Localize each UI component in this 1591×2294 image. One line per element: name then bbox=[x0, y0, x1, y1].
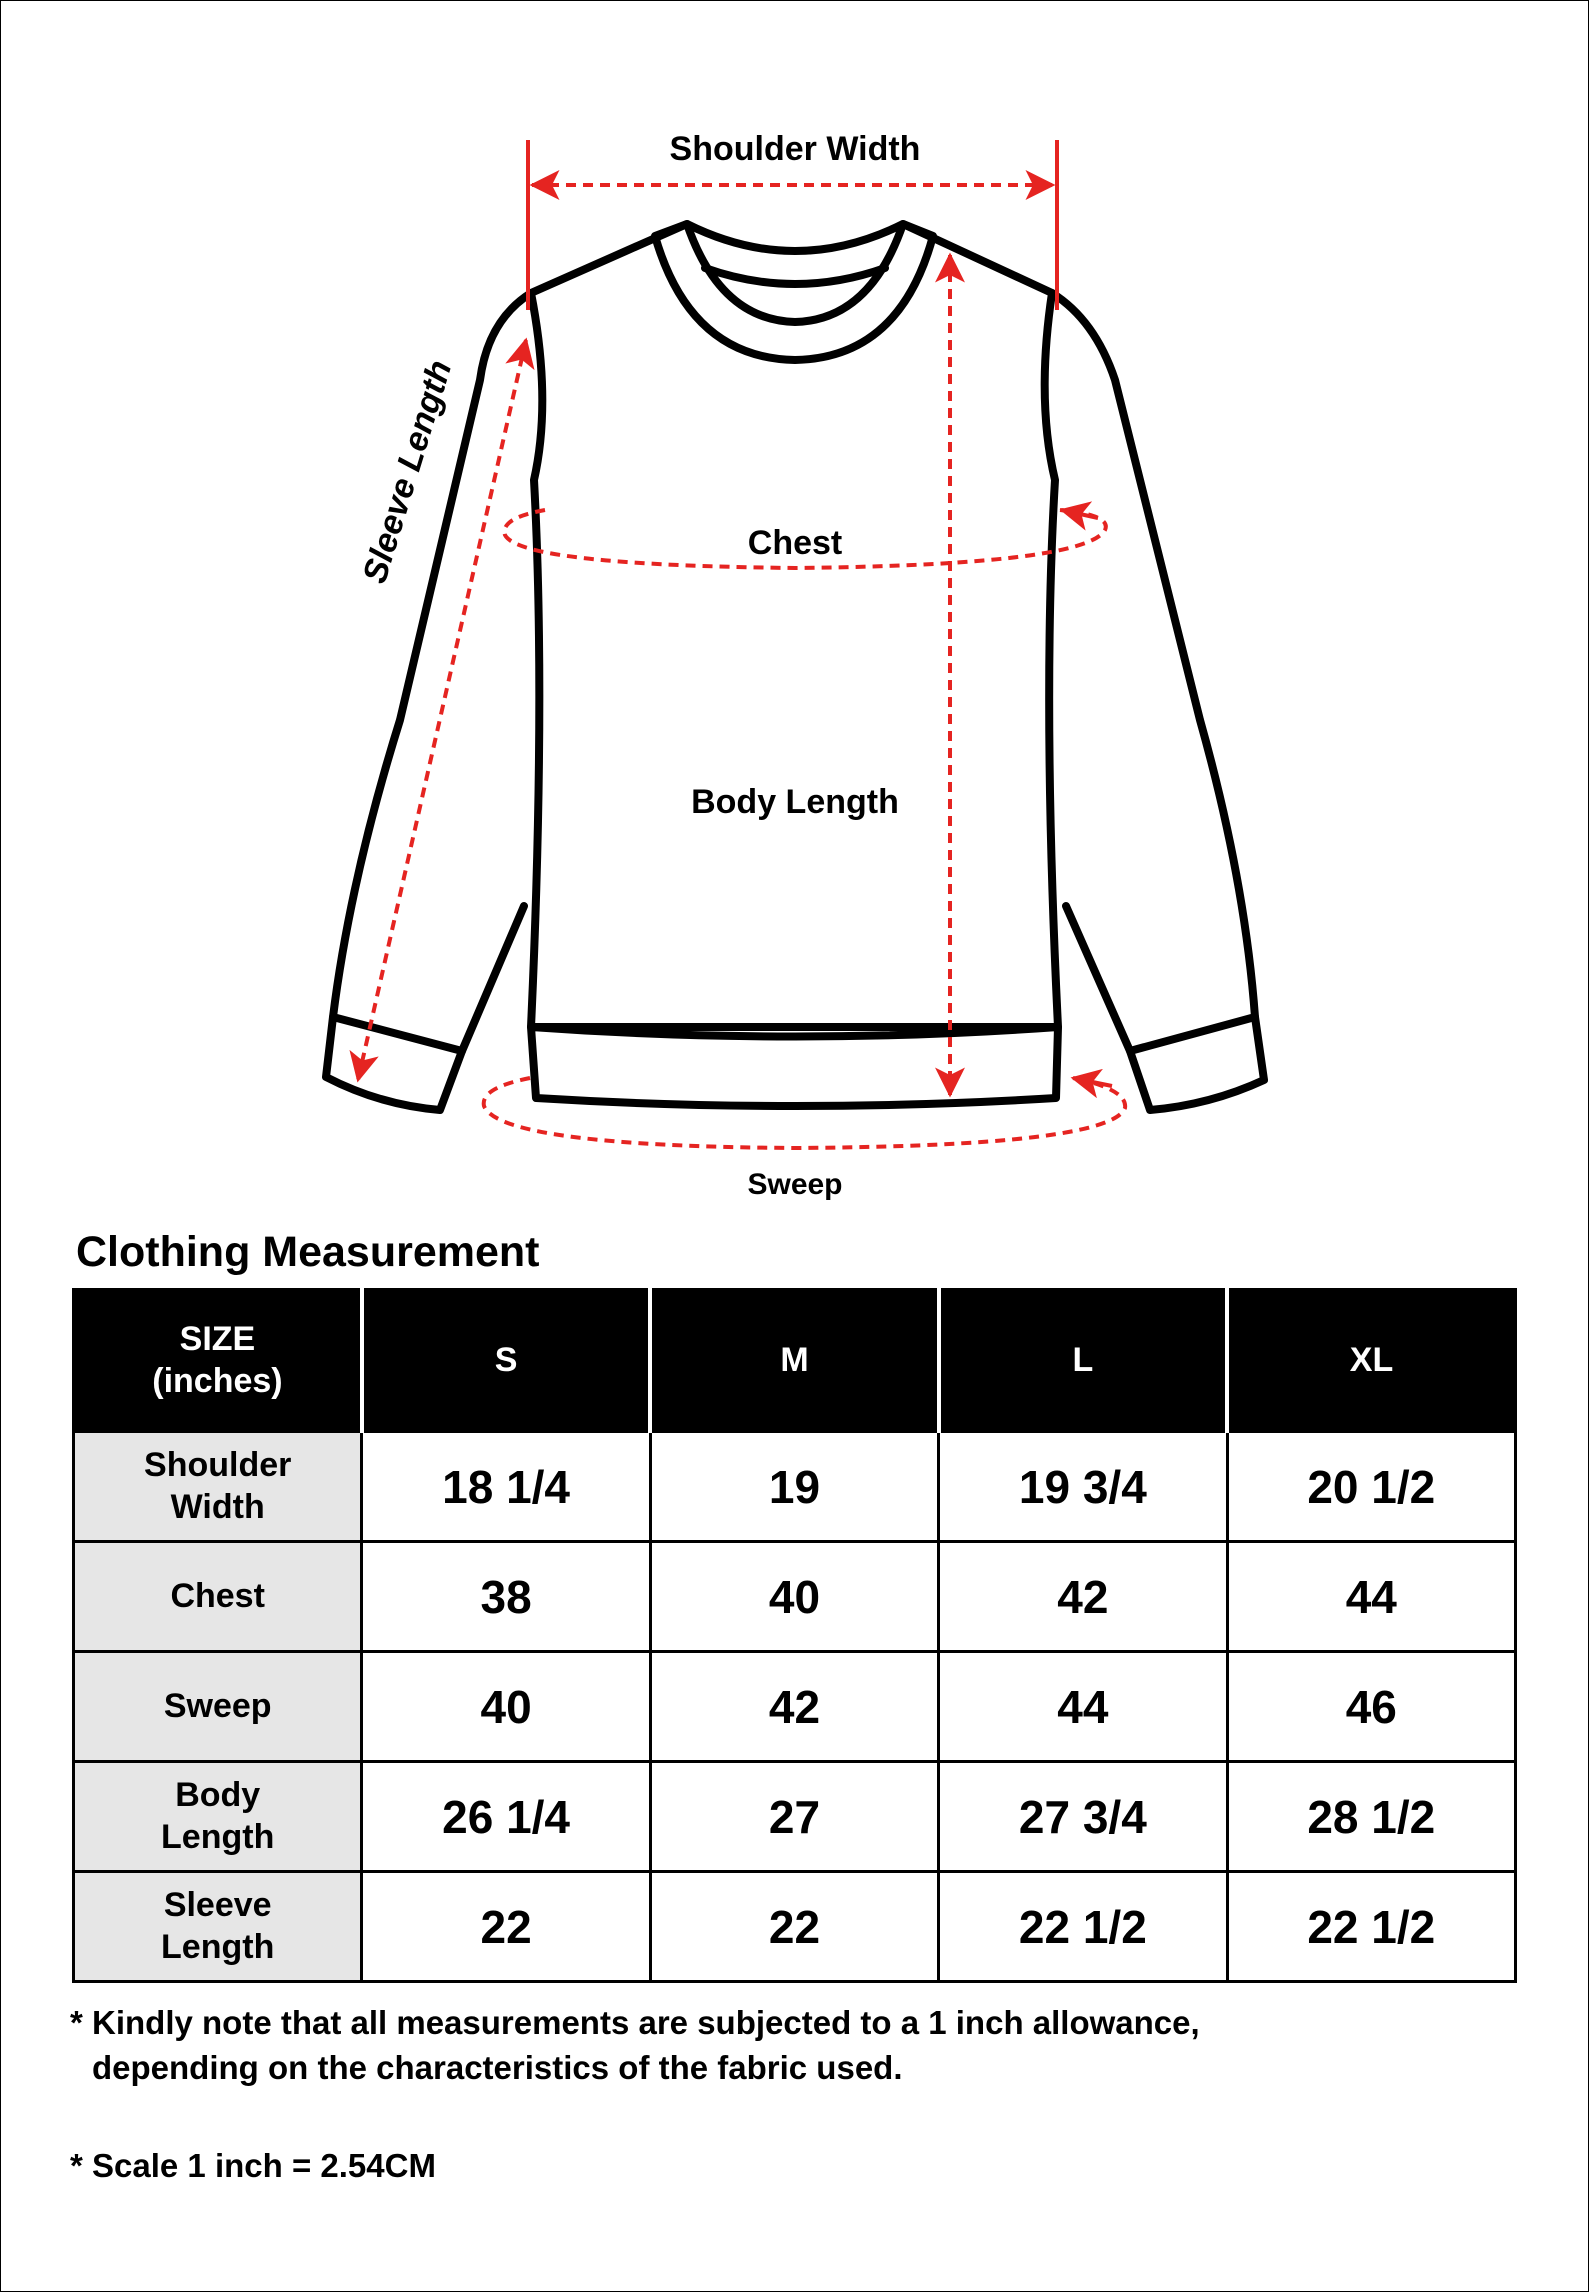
sweep-arrow-head bbox=[1073, 1078, 1112, 1086]
row-label-line1: Chest bbox=[170, 1576, 265, 1615]
row-label-line1: Body bbox=[175, 1776, 261, 1815]
sweatshirt-collar bbox=[655, 224, 933, 360]
row-label bbox=[74, 1432, 362, 1542]
shoulder-width-label: Shoulder Width bbox=[669, 130, 921, 168]
table-cell: 40 bbox=[362, 1652, 650, 1762]
chest-label: Chest bbox=[747, 524, 843, 562]
size-unit-header bbox=[74, 1290, 362, 1432]
size-chart-table bbox=[72, 1288, 1517, 1983]
row-label-line2: Length bbox=[161, 1927, 275, 1966]
size-header-line1: SIZE bbox=[179, 1320, 256, 1359]
row-label-line1: Sleeve bbox=[163, 1886, 272, 1925]
table-cell: 22 1/2 bbox=[939, 1872, 1227, 1982]
sweep-loop bbox=[484, 1078, 1125, 1148]
size-header-line2: (inches) bbox=[152, 1361, 283, 1400]
table-cell: 42 bbox=[650, 1652, 938, 1762]
size-header-l: L bbox=[939, 1290, 1227, 1432]
row-label bbox=[74, 1542, 362, 1652]
table-title: Clothing Measurement bbox=[76, 1228, 540, 1276]
table-cell: 19 bbox=[650, 1432, 938, 1542]
table-row-shoulder-width bbox=[74, 1432, 1516, 1542]
table-cell: 26 1/4 bbox=[362, 1762, 650, 1872]
table-row-chest bbox=[74, 1542, 1516, 1652]
sleeve-length-label: Sleeve Length bbox=[355, 356, 460, 588]
row-label-line1: Shoulder bbox=[144, 1446, 292, 1485]
table-row-sweep bbox=[74, 1652, 1516, 1762]
row-label bbox=[74, 1872, 362, 1982]
table-cell: 20 1/2 bbox=[1227, 1432, 1515, 1542]
body-length-label: Body Length bbox=[691, 783, 899, 821]
size-header-m: M bbox=[650, 1290, 938, 1432]
row-label-line1: Sweep bbox=[163, 1686, 272, 1725]
table-cell: 40 bbox=[650, 1542, 938, 1652]
table-cell: 22 bbox=[362, 1872, 650, 1982]
table-header-row bbox=[74, 1290, 1516, 1432]
table-row-body-length bbox=[74, 1762, 1516, 1872]
sweep-label: Sweep bbox=[747, 1168, 843, 1201]
scale-note: * Scale 1 inch = 2.54CM bbox=[70, 2147, 436, 2184]
table-cell: 28 1/2 bbox=[1227, 1762, 1515, 1872]
table-cell: 44 bbox=[939, 1652, 1227, 1762]
table-cell: 42 bbox=[939, 1542, 1227, 1652]
row-label bbox=[74, 1652, 362, 1762]
table-cell: 22 1/2 bbox=[1227, 1872, 1515, 1982]
allowance-note bbox=[70, 2000, 1200, 2090]
row-label-line2: Width bbox=[170, 1487, 265, 1526]
sweatshirt-hem-band bbox=[531, 1027, 1058, 1106]
table-cell: 46 bbox=[1227, 1652, 1515, 1762]
sweatshirt-body-outline bbox=[531, 224, 1058, 1027]
sweatshirt-right-sleeve bbox=[1052, 293, 1255, 1051]
sweatshirt-icon bbox=[326, 224, 1264, 1110]
table-cell: 44 bbox=[1227, 1542, 1515, 1652]
table-cell: 19 3/4 bbox=[939, 1432, 1227, 1542]
allowance-note-line1: * Kindly note that all measurements are subjected to a 1 inch allowance, bbox=[70, 2004, 1200, 2041]
row-label bbox=[74, 1762, 362, 1872]
measurement-guides bbox=[355, 140, 1125, 1148]
size-header-s: S bbox=[362, 1290, 650, 1432]
table-row-sleeve-length bbox=[74, 1872, 1516, 1982]
table-cell: 18 1/4 bbox=[362, 1432, 650, 1542]
allowance-note-line2: depending on the characteristics of the fabric used. bbox=[92, 2049, 903, 2086]
sweatshirt-collar-inner bbox=[705, 268, 885, 284]
table-cell: 38 bbox=[362, 1542, 650, 1652]
table-cell: 27 bbox=[650, 1762, 938, 1872]
table-cell: 27 3/4 bbox=[939, 1762, 1227, 1872]
row-label-line2: Length bbox=[161, 1817, 275, 1856]
table-cell: 22 bbox=[650, 1872, 938, 1982]
size-header-xl: XL bbox=[1227, 1290, 1515, 1432]
